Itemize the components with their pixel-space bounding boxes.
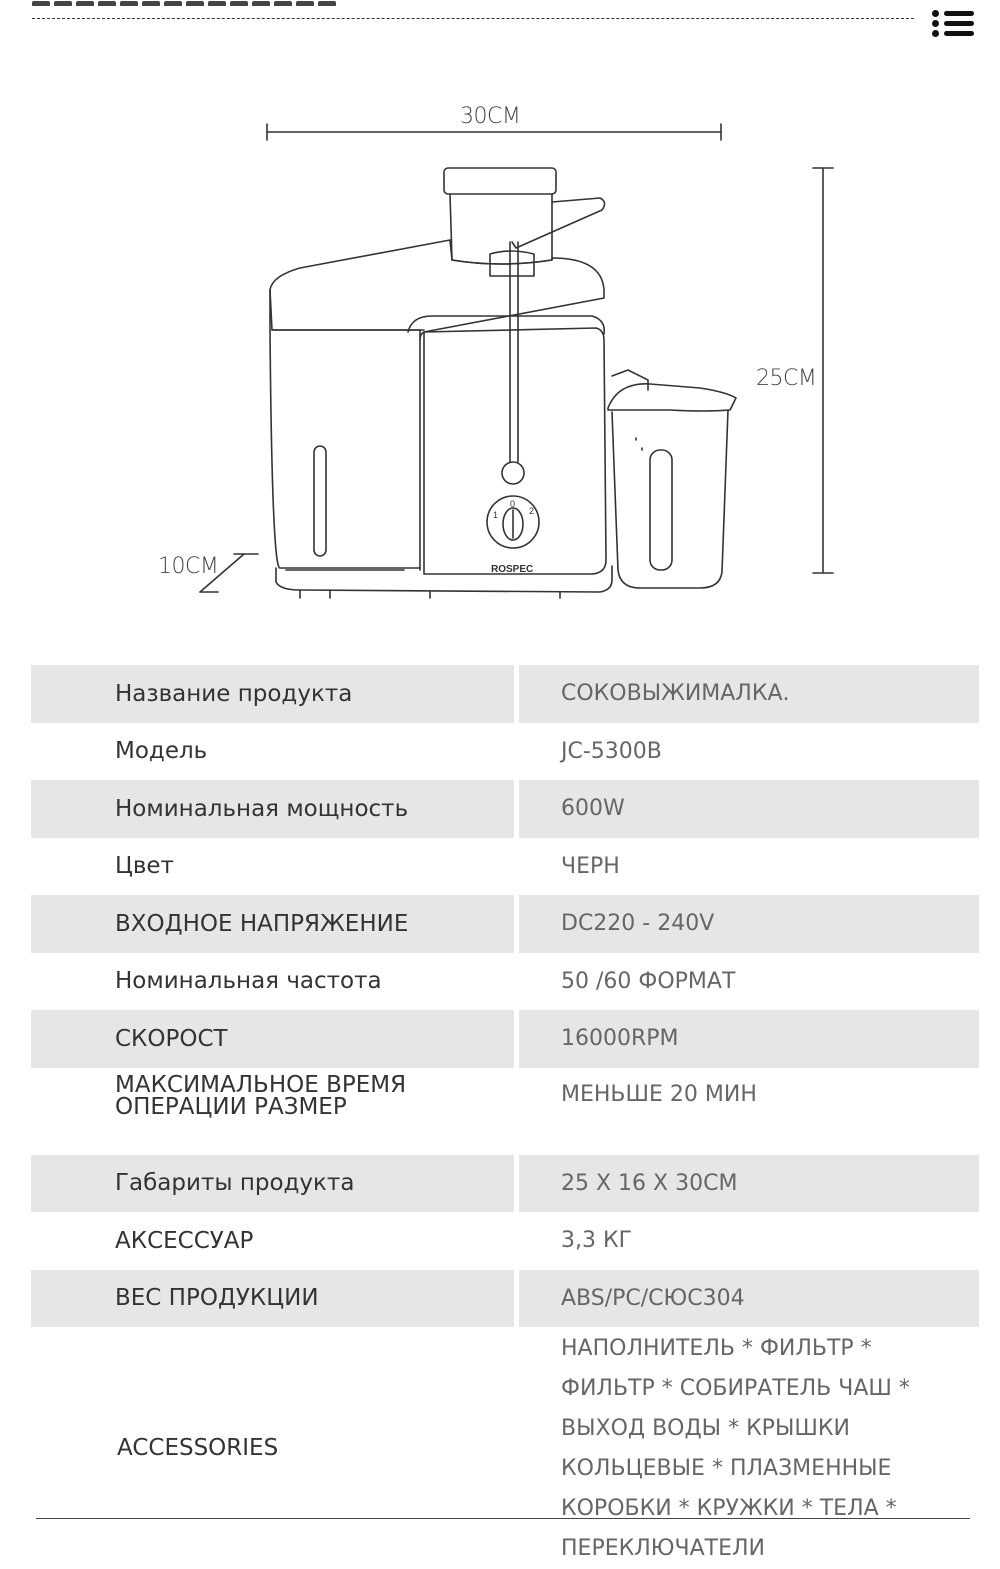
height-dimension-label: 25CM: [756, 366, 817, 391]
spec-key: ВЕС ПРОДУКЦИИ: [31, 1270, 514, 1328]
spec-table: [31, 665, 979, 1569]
spec-key: СКОРОСТ: [31, 1010, 514, 1068]
list-icon[interactable]: [932, 8, 976, 38]
table-row: [31, 723, 979, 781]
table-row: [31, 1270, 979, 1328]
spec-value: НАПОЛНИТЕЛЬ * ФИЛЬТР * ФИЛЬТР * СОБИРАТЕЛЬ ЧАШ * ВЫХОД ВОДЫ * КРЫШКИ КОЛЬЦЕВЫЕ * ПЛАЗМЕННЫЕ КОРОБКИ * КРУЖКИ * ТЕЛА * ПЕРЕКЛЮЧАТЕЛИ: [561, 1336, 910, 1561]
spec-value: 3,3 КГ: [561, 1228, 633, 1254]
table-row: [31, 1010, 979, 1068]
spec-key: Модель: [115, 738, 208, 765]
spec-key: Номинальная мощность: [31, 780, 514, 838]
table-row: [31, 1155, 979, 1213]
table-row: [31, 665, 979, 723]
juicer-line-drawing: [0, 90, 1000, 630]
depth-dimension-label: 10CM: [158, 554, 219, 579]
table-row: [31, 780, 979, 838]
bottom-divider: [36, 1518, 970, 1519]
spec-key: АКСЕССУАР: [115, 1227, 254, 1254]
spec-value: СОКОВЫЖИМАЛКА.: [519, 665, 979, 723]
spec-key: Габариты продукта: [31, 1155, 514, 1213]
spec-value: JC-5300B: [561, 738, 662, 764]
brand-logo: ROSPEC: [491, 564, 534, 575]
table-row: [31, 1327, 979, 1569]
dial-mark-1: 1: [493, 510, 499, 520]
spec-value: 16000RPM: [519, 1010, 979, 1068]
spec-value: 600W: [519, 780, 979, 838]
table-row: [31, 895, 979, 953]
dial-mark-0: 0: [510, 499, 516, 509]
spec-value: МЕНЬШЕ 20 МИН: [561, 1081, 757, 1107]
width-dimension-label: 30CM: [460, 104, 521, 129]
spec-key: Номинальная частота: [115, 968, 382, 995]
spec-value: ЧЕРН: [561, 853, 620, 879]
table-row: [31, 1068, 979, 1155]
spec-value: 50 /60 ФОРМАТ: [561, 968, 736, 994]
spec-key: Цвет: [115, 853, 174, 880]
table-row: [31, 953, 979, 1011]
spec-value: 25 X 16 X 30CM: [519, 1155, 979, 1213]
spec-key: ВХОДНОЕ НАПРЯЖЕНИЕ: [31, 895, 514, 953]
top-clipped-heading: [32, 0, 392, 6]
dial-mark-2: 2: [529, 506, 535, 516]
top-dashed-divider: [32, 18, 914, 19]
spec-key: Название продукта: [31, 665, 514, 723]
spec-key: ACCESSORIES: [117, 1435, 279, 1461]
spec-value: ABS/PC/СЮС304: [519, 1270, 979, 1328]
table-row: [31, 1212, 979, 1270]
table-row: [31, 838, 979, 896]
spec-key: МАКСИМАЛЬНОЕ ВРЕМЯ ОПЕРАЦИИ РАЗМЕР: [115, 1071, 407, 1120]
spec-value: DC220 - 240V: [519, 895, 979, 953]
product-dimension-figure: [0, 90, 1000, 630]
